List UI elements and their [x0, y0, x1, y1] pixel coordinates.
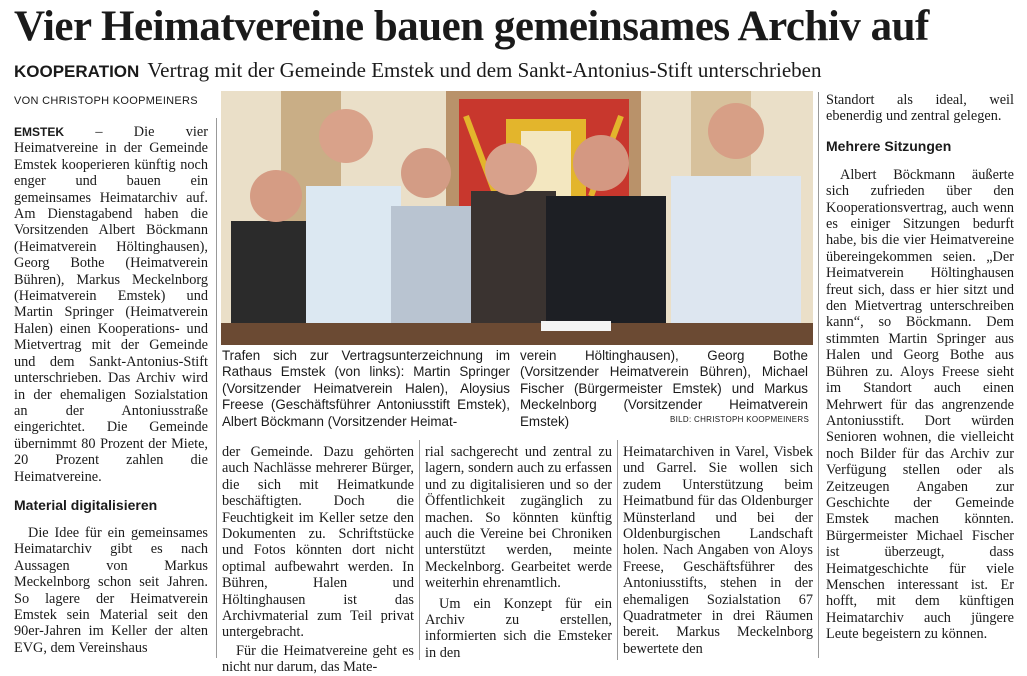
- subheadline: Vertrag mit der Gemeinde Emstek und dem Sankt-Antonius-Stift unterschrieben: [147, 58, 822, 82]
- article-column-5: [826, 92, 1014, 643]
- article-column-2: [222, 444, 414, 676]
- body-paragraph: Um ein Konzept für ein Archiv zu erstellen, informierten sich die Emsteker in den: [425, 595, 612, 661]
- section-subhead: Mehrere Sitzungen: [826, 137, 952, 154]
- caption-left: Trafen sich zur Vertragsunterzeichnung im Rathaus Emstek (von links): Martin Springer (Vorsitzender Heimatverein Halen), Aloysius Freese (Geschäftsführer Antoniusstift Emstek), Albert Böckmann (Vorsitzender Heimat-: [222, 348, 510, 429]
- photo-credit: BILD: CHRISTOPH KOOPMEINERS: [670, 415, 810, 424]
- article-photo: [221, 91, 813, 345]
- column-rule: [216, 118, 217, 658]
- headline: Vier Heimatvereine bauen gemeinsames Archiv auf: [14, 3, 929, 50]
- column-rule: [818, 92, 819, 658]
- body-paragraph: rial sachgerecht und zentral zu lagern, sondern auch zu erfassen und zu digitalisieren und so der Öffentlichkeit zugänglich zu machen. So könnten künftig auch die Vereine bei Chroniken unterstützt werden, meinte Meckelnborg. Gearbeitet werde weiterhin ehrenamtlich.: [425, 444, 612, 592]
- body-paragraph: Die Idee für ein gemeinsames Heimatarchiv gibt es nach Aussagen von Markus Meckelnborg schon seit Jahren. So lagere der Heimatverein Emstek sein Material seit den 90er-Jahren im Keller der alten EVG, dem Vereinshaus: [14, 524, 208, 656]
- body-paragraph: Albert Böckmann äußerte sich zufrieden über den Kooperationsvertrag, auch wenn es einiger Sitzungen bedurft habe, bis die vier Heimatvereine übereingekommen seien. „Der Heimatverein Höltinghausen freut sich, dass er hier sitzt und den Mietvertrag unterschreiben kann“, so Böckmann. Dem stimmten Martin Springer aus Halen und Georg Bothe aus Bühren zu. Aloys Freese sieht im Standort auch einen Mehrwert für das angrenzende Antoniusstift. Dort würden Senioren wohnen, die vielleicht noch Bilder für das Archiv zur Verfügung stellen oder als Zeitzeugen Angaben zur Geschichte der Gemeinde Emstek machen könnten. Bürgermeister Michael Fischer ist überzeugt, dass Heimatgeschichte für viele Menschen interessant ist. Er hofft, mit dem künftigen Heimatarchiv auch jüngere Leute begeistern zu können.: [826, 166, 1014, 643]
- signing-photo-illustration: [221, 91, 813, 345]
- section-subhead: Material digitalisieren: [14, 496, 158, 513]
- article-column-4: [623, 444, 813, 657]
- kicker-label: KOOPERATION: [14, 62, 140, 81]
- column-rule: [419, 440, 420, 660]
- byline: VON CHRISTOPH KOOPMEINERS: [14, 95, 198, 107]
- body-paragraph: Für die Heimatvereine geht es nicht nur darum, das Mate-: [222, 642, 414, 676]
- body-paragraph: Heimatarchiven in Varel, Visbek und Garrel. Sie wollen sich zudem Unterstützung beim Heimatbund für das Oldenburger Münsterland und bei der Oldenburgischen Landschaft holen. Nach Angaben von Aloys Freese, Geschäftsführer des Antoniusstifts, stehen in der ehemaligen Sozialstation 67 Quadratmeter in drei Räumen bereit. Markus Meckelnborg bewertete den: [623, 444, 813, 657]
- kicker-line: [14, 58, 822, 83]
- column-rule: [617, 440, 618, 660]
- lead-text: – Die vier Heimatvereine in der Gemeinde Emstek kooperieren künftig noch enger und bauen ein gemeinsames Heimatarchiv auf. Am Dienstagabend haben die Vorsitzenden Albert Böckmann (Heimatverein Höltinghausen), Georg Bothe (Heimatverein Bühren), Markus Meckelnborg (Heimatverein Emstek) und Martin Springer (Heimatverein Halen) einen Kooperations- und Mietvertrag mit der Gemeinde und dem Sankt-Antonius-Stift unterschrieben. Das Archiv wird in der ehemaligen Sozialstation an der Antoniusstraße eingerichtet. Die Gemeinde übernimmt 80 Prozent der Miete, 20 Prozent zahlen die Heimatvereine.: [14, 124, 208, 485]
- article-column-3: [425, 444, 612, 661]
- caption-right: verein Höltinghausen), Georg Bothe (Vorsitzender Heimatverein Bühren), Michael Fischer (Bürgermeister Emstek) und Markus Meckelnborg (Vorsitzender Heimatverein Emstek): [520, 348, 808, 429]
- dateline: EMSTEK: [14, 125, 65, 139]
- article-column-1: [14, 124, 208, 656]
- body-paragraph: der Gemeinde. Dazu gehörten auch Nachlässe mehrerer Bürger, die sich mit Heimatkunde beschäftigten. Doch die Feuchtigkeit im Keller setze den Dokumenten zu. Schriftstücke und Fotos könnten dort nicht optimal aufbewahrt werden. In Bühren, Halen und Höltinghausen ist das Archivmaterial zum Teil privat untergebracht.: [222, 444, 414, 641]
- body-paragraph: Standort als ideal, weil ebenerdig und zentral gelegen.: [826, 92, 1014, 125]
- lead-paragraph: [14, 124, 208, 485]
